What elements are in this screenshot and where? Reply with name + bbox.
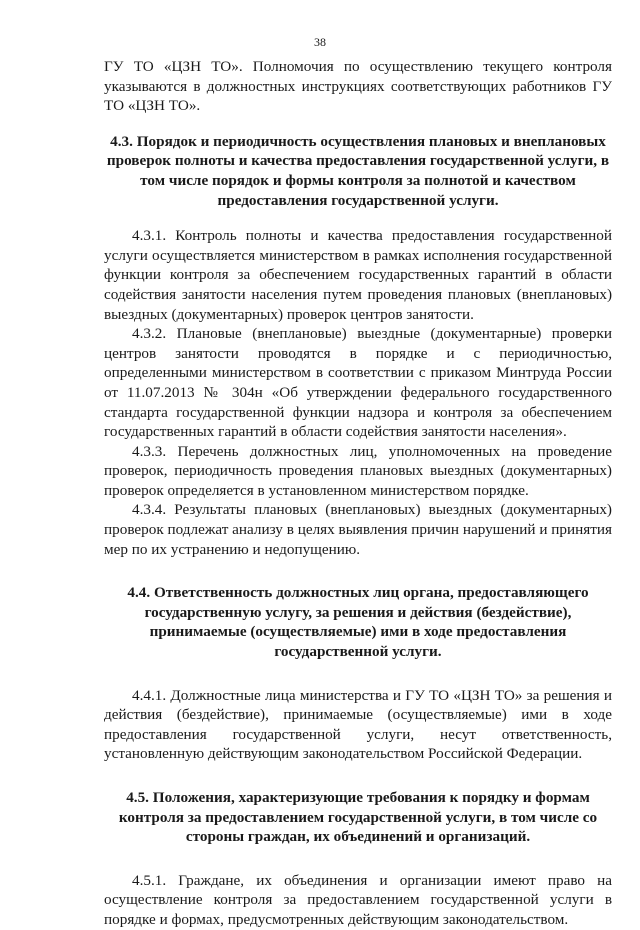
paragraph-4-3-2: 4.3.2. Плановые (внеплановые) выездные (документарные) проверки центров занятости проводятся в порядке и с периодичностью, определенными министерством в соответствии с приказом Минтруда России от 11.07.2013 № 304н «Об утверждении федерального государственного стандарта государственной функции надзора и контроля за обеспечением государственных гарантий в области содействия занятости населения».	[104, 325, 612, 441]
intro-paragraph: ГУ ТО «ЦЗН ТО». Полномочия по осуществлению текущего контроля указываются в должностных инструкциях соответствующих работников ГУ ТО «ЦЗН ТО».	[104, 58, 612, 115]
section-4-5-heading: 4.5. Положения, характеризующие требования к порядку и формам контроля за предоставлением государственной услуги, в том числе со стороны граждан, их объединений и организаций.	[118, 789, 598, 846]
paragraph-4-5-1: 4.5.1. Граждане, их объединения и организации имеют право на осуществление контроля за предоставлением государственной услуги в порядке и формах, предусмотренных действующим законодательством.	[104, 871, 612, 928]
section-4-3-heading: 4.3. Порядок и периодичность осуществления плановых и внеплановых проверок полноты и качества предоставления государственной услуги, в том числе порядок и формы контроля за полнотой и качеством предоставления государственной услуги.	[106, 132, 610, 209]
page-number: 38	[314, 35, 326, 49]
paragraph-4-3-3: 4.3.3. Перечень должностных лиц, уполномоченных на проведение проверок, периодичность проведения плановых выездных (документарных) проверок определяется в установленном министерством порядке.	[104, 442, 612, 499]
section-4-4-heading: 4.4. Ответственность должностных лиц органа, предоставляющего государственную услугу, за решения и действия (бездействие), принимаемые (осуществляемые) ими в ходе предоставления государственной услуги.	[127, 584, 589, 661]
paragraph-4-3-1: 4.3.1. Контроль полноты и качества предоставления государственной услуги осуществляется министерством в рамках исполнения государственной функции контроля за обеспечением государственных гарантий в области содействия занятости населения путем проведения плановых (внеплановых) выездных (документарных) проверок центров занятости.	[104, 227, 612, 323]
paragraph-4-4-1: 4.4.1. Должностные лица министерства и ГУ ТО «ЦЗН ТО» за решения и действия (бездействие), принимаемые (осуществляемые) ими в ходе предоставления государственной услуги, несут ответственность, установленную действующим законодательством Российской Федерации.	[104, 686, 612, 763]
document-body	[104, 57, 612, 930]
paragraph-4-3-4: 4.3.4. Результаты плановых (внеплановых) выездных (документарных) проверок подлежат анализу в целях выявления причин нарушений и принятия мер по их устранению и недопущению.	[104, 501, 612, 558]
